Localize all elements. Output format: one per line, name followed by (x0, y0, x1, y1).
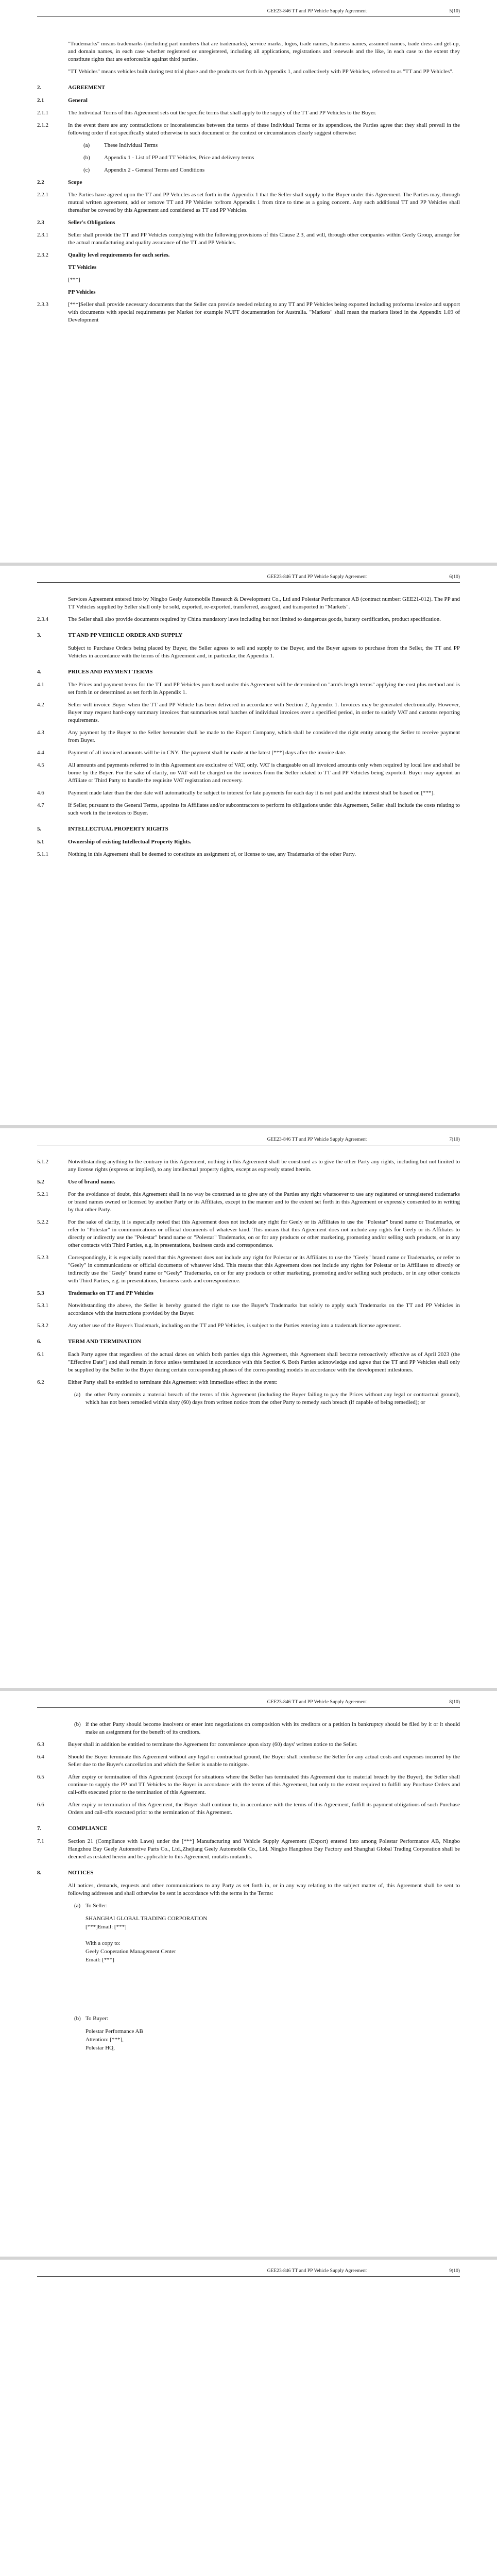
clause: 6.4 Should the Buyer terminate this Agreement without any legal or contractual ground, the Buyer shall reimburse the Seller for any actual costs and expenses incurred by the Seller due to the Buyer's cancellation and which the Seller is unable to mitigate. (37, 1754, 460, 1768)
clause: 4.3 Any payment by the Buyer to the Seller hereunder shall be made to the Export Company, which shall be considered the right entity among the Seller to receive payment from Buyer. (37, 730, 460, 743)
address-line: Attention: [***], (85, 2037, 124, 2043)
page-header (267, 2268, 460, 2274)
subsection-heading: 5.2 Use of brand name. (37, 1179, 115, 1185)
page-content (37, 596, 460, 863)
address-line: SHANGHAI GLOBAL TRADING CORPORATION (85, 1916, 208, 1922)
section-heading: 2. AGREEMENT (37, 84, 106, 91)
clause-continuation: Services Agreement entered into by Ningbo Geely Automobile Research & Development Co., Ltd and Polestar Performance AB (contract number: GEE21-012). The PP and TT Vehicles supplied by Seller shall only be sold, exported, re-exported, transferred, assigned, and transported in "Markets". (68, 596, 460, 610)
clause: 4.2 Seller will invoice Buyer when the TT and PP Vehicle has been delivered in accordance with Section 2, Appendix 1. Invoices may be generated electronically. However, Buyer may request hard-copy summary invoices that summarises total batches of individual invoices over a specified period, in order to satisfy VAT and customs reporting requirements. (37, 702, 460, 723)
section-heading: 8. NOTICES (37, 1870, 94, 1876)
tt-vehicles-label: TT Vehicles (68, 264, 97, 270)
subsection-heading: 5.3 Trademarks on TT and PP Vehicles (37, 1290, 153, 1296)
header-title: GEE23-846 TT and PP Vehicle Supply Agreement (267, 574, 367, 580)
header-title: GEE23-846 TT and PP Vehicle Supply Agreement (267, 1699, 367, 1705)
section-text: Subject to Purchase Orders being placed by Buyer, the Seller agrees to sell and supply to the Buyer, and the Buyer agrees to purchase from the Seller, the TT and PP Vehicles in accordance with the terms of this Agreement and, in particular, the Appendix 1. (68, 645, 460, 659)
header-rule (37, 2276, 460, 2277)
clause: 6.6 After expiry or termination of this Agreement, the Buyer shall continue to, in accordance with the terms of this Agreement, fulfill its payment obligations of such Purchase Orders and call-offs executed prior to the termination of this Agreement. (37, 1802, 460, 1816)
page-number: 6(10) (449, 574, 460, 580)
notice-party-buyer: (b) To Buyer: (74, 2015, 109, 2022)
clause: 2.3.2 Quality level requirements for each series. (37, 252, 170, 258)
clause: 5.3.1 Notwithstanding the above, the Seller is hereby granted the right to use the Buyer's Trademarks but solely to apply such Trademarks on the TT and PP Vehicles in accordance with the instructions provided by the Buyer. (37, 1302, 460, 1316)
subsection-heading: 2.2 Scope (37, 179, 82, 185)
list-item: (a) the other Party commits a material breach of the terms of this Agreement (including the Buyer failing to pay the Prices without any legal or contractual ground), which has not been remedied within sixty (60) days from written notice from the other Party to remedy such breach (if capable of being remedied); or (74, 1392, 460, 1405)
address-line: Polestar Performance AB (85, 2028, 143, 2035)
section-heading: 7. COMPLIANCE (37, 1825, 108, 1832)
buyer-address-block (85, 2027, 460, 2052)
list-item: (b) if the other Party should become insolvent or enter into negotiations on composition with its creditors or a petition in bankruptcy should be filed by it or it should make an assignment for the benefit of its creditors. (74, 1721, 460, 1735)
redacted-text: [***] (68, 277, 80, 283)
definition-trademarks: "Trademarks" means trademarks (including part numbers that are trademarks), service marks, logos, trade names, business names, assumed names, trade dress and get-up, and domain names, in each case whether registered or unregistered, including all applications, registrations and renewals and the like, in each case to the extent they constitute rights that are enforceable against third parties. (68, 41, 460, 62)
clause: 4.4 Payment of all invoiced amounts will be in CNY. The payment shall be made at the latest [***] days after the invoice date. (37, 750, 347, 756)
page-gap-spacer (37, 1969, 460, 2015)
clause: 6.2 Either Party shall be entitled to terminate this Agreement with immediate effect in the event: (37, 1379, 278, 1385)
clause: 5.3.2 Any other use of the Buyer's Trademark, including on the TT and PP Vehicles, is subject to the Parties entering into a trademark license agreement. (37, 1323, 402, 1329)
clause: 4.6 Payment made later than the due date will automatically be subject to interest for late payments for each day it is not paid and the interest shall be based on [***]. (37, 790, 435, 796)
address-line: Geely Cooperation Management Center (85, 1948, 176, 1955)
address-line: Email: [***] (85, 1957, 114, 1963)
clause: 2.2.1 The Parties have agreed upon the TT and PP Vehicles as set forth in the Appendix 1 that the Seller shall supply to the Buyer under this Agreement. The Parties may, through mutual written agreement, add or remove TT and PP Vehicles to/from Appendix 1 from time to time as a going concern. Any such additional TT and PP Vehicles shall thereafter be covered by this Agreement and considered as TT and PP Vehicles. (37, 192, 460, 213)
definition-tt-vehicles: "TT Vehicles" means vehicles built during test trial phase and the products set forth in Appendix 1, and collectively with PP Vehicles, referred to as "TT and PP Vehicles". (68, 69, 454, 75)
section-text: All notices, demands, requests and other communications to any Party as set forth in, or in any way relating to the subject matter of, this Agreement shall be sent to following addresses and shall otherwise be sent in accordance with the terms in the Terms: (68, 1883, 460, 1896)
header-rule (37, 582, 460, 583)
clause: 5.2.2 For the sake of clarity, it is especially noted that this Agreement does not include any right for Geely or its Affiliates to use the "Polestar" brand name or Trademarks, or refer to "Polestar" in communications or official documents of whatever kind. This means that this Agreement does not include any rights for Geely or its Affiliates to directly or indirectly use the "Polestar" brand name or "Polestar" Trademarks, on or for any products or other marketing, promoting and/or selling such products, or in any other contacts with Third Parties, e.g. in presentations, business cards and correspondence. (37, 1219, 460, 1248)
section-heading: 3. TT AND PP VEHICLE ORDER AND SUPPLY (37, 632, 183, 638)
document-page-7 (0, 1128, 497, 1688)
document-page-6 (0, 566, 497, 1125)
page-header (267, 1137, 460, 1142)
header-rule (37, 16, 460, 17)
section-heading: 6. TERM AND TERMINATION (37, 1338, 141, 1345)
subsection-heading: 2.1 General (37, 97, 88, 104)
clause: 4.5 All amounts and payments referred to in this Agreement are exclusive of VAT, only. VAT is chargeable on all invoiced amounts only when required by local law and shall be borne by the Buyer. For the sake of clarity, no VAT will be charged on the invoices from the Seller related to TT and PP Vehicles being exported. Buyer may appoint an Affiliate or Third Party to handle the requisite VAT registration and recovery. (37, 762, 460, 784)
clause: 6.5 After expiry or termination of this Agreement (except for situations where the Seller has terminated this Agreement due to material breach by the Buyer), the Seller shall continue to supply the PP and TT Vehicles to the Buyer in accordance with the terms of this Agreement, but only to the extent required to fulfill any Purchase Orders and call-offs executed prior to the termination of this Agreement. (37, 1774, 460, 1795)
list-item: (b) Appendix 1 - List of PP and TT Vehicles, Price and delivery terms (83, 155, 254, 161)
subsection-heading: 5.1 Ownership of existing Intellectual Property Rights. (37, 839, 192, 845)
notice-party-seller: (a) To Seller: (74, 1903, 108, 1909)
section-heading: 5. INTELLECTUAL PROPERTY RIGHTS (37, 826, 168, 832)
page-header (267, 574, 460, 580)
clause: 4.7 If Seller, pursuant to the General Terms, appoints its Affiliates and/or subcontractors to perform its obligations under this Agreement, Seller shall include the costs relating to such work in the invoices to Buyer. (37, 802, 460, 816)
clause: 2.3.3 [***]Seller shall provide necessary documents that the Seller can provide needed relating to any TT and PP Vehicles being exported including proforma invoice and support with documents with special requirements per Market for example NUFT documentation for Australia. "Markets" shall mean the markets listed in the Appendix 1.09 of Development (37, 301, 460, 323)
page-number: 7(10) (449, 1137, 460, 1142)
clause: 2.3.4 The Seller shall also provide documents required by China mandatory laws including but not limited to dangerous goods, battery certification, product specification. (37, 616, 441, 622)
document-page-5 (0, 0, 497, 563)
header-title: GEE23-846 TT and PP Vehicle Supply Agreement (267, 1137, 367, 1142)
clause: 6.3 Buyer shall in addition be entitled to terminate the Agreement for convenience upon sixty (60) days' written notice to the Seller. (37, 1741, 357, 1748)
clause: 5.2.1 For the avoidance of doubt, this Agreement shall in no way be construed as to give any of the Parties any right whatsoever to use any registered or unregistered trademarks or brand names owned or licensed by another Party or its Affiliates, except in the manner and to the extent set forth in this Agreement or expressly consented to in writing by that other Party. (37, 1191, 460, 1213)
page-content (37, 1721, 460, 2057)
header-rule (37, 1707, 460, 1708)
page-number: 8(10) (449, 1699, 460, 1705)
page-header (267, 8, 460, 14)
subsection-heading: 2.3 Seller's Obligations (37, 219, 115, 226)
document-page-9 (0, 2260, 497, 2576)
clause: 2.3.1 Seller shall provide the TT and PP Vehicles complying with the following provisions of this Clause 2.3, and will, through other companies within Geely Group, arrange for the actual manufacturing and quality assurance of the TT and PP Vehicles. (37, 232, 460, 246)
clause: 7.1 Section 21 (Compliance with Laws) under the [***] Manufacturing and Vehicle Supply Agreement (Export) entered into among Polestar Performance AB, Ningbo Hangzhou Bay Geely Automotive Parts Co., Ltd.,Zhejiang Geely Automobile Co., Ltd. Ningbo Hangzhou Bay Factory and Shanghai Global Trading Corporation shall be deemed as restated herein and be applicable to this Agreement, mutatis mutandis. (37, 1838, 460, 1860)
list-item: (a) These Individual Terms (83, 142, 158, 148)
address-line (85, 1931, 460, 1939)
clause: 5.2.3 Correspondingly, it is especially noted that this Agreement does not include any right for Polestar or its Affiliates to use the "Geely" brand name or Trademarks, or refer to "Geely" in communications or official documents of whatever kind. This means that this Agreement does not include any rights for Polestar or its Affiliates to directly or indirectly use the "Geely" brand name or "Geely" Trademarks, on or for any products or other marketing, promoting and/or selling such products, or in any other contacts with Third Parties, e.g. in presentations, business cards and correspondence. (37, 1255, 460, 1284)
clause: 5.1.1 Nothing in this Agreement shall be deemed to constitute an assignment of, or license to use, any Trademarks of the other Party. (37, 851, 356, 857)
page-header (267, 1699, 460, 1705)
page-number: 9(10) (449, 2268, 460, 2274)
list-item: (c) Appendix 2 - General Terms and Conditions (83, 167, 205, 173)
clause: 6.1 Each Party agree that regardless of the actual dates on which both parties sign this Agreement, this Agreement shall become retroactively effective as of April 2023 (the "Effective Date") and shall remain in force unless terminated in accordance with this Section 6. Both Parties acknowledge and agree that the TT and PP Vehicles shall only be supplied by the Seller to the Buyer during certain corresponding phases of the corresponding models in accordance with the development milestones. (37, 1351, 460, 1373)
section-heading: 4. PRICES AND PAYMENT TERMS (37, 669, 153, 675)
header-title: GEE23-846 TT and PP Vehicle Supply Agreement (267, 8, 367, 14)
seller-address-block (85, 1914, 460, 1964)
address-line: With a copy to: (85, 1940, 121, 1946)
address-line: [***]Email: [***] (85, 1924, 127, 1930)
address-line: Polestar HQ, (85, 2045, 115, 2051)
page-content (37, 40, 460, 329)
clause: 2.1.1 The Individual Terms of this Agreement sets out the specific terms that shall apply to the supply of the TT and PP Vehicles to the Buyer. (37, 110, 376, 116)
clause: 2.1.2 In the event there are any contradictions or inconsistencies between the terms of these Individual Terms or its appendices, the Parties agree that they shall prevail in the following order if not specifically stated otherwise in such document or the context or circumstances clearly suggest otherwise: (37, 122, 460, 136)
clause: 4.1 The Prices and payment terms for the TT and PP Vehicles purchased under this Agreement will be determined on "arm's length terms" applying the cost plus method and is set forth in or determined as set forth in Appendix 1. (37, 682, 460, 696)
header-title: GEE23-846 TT and PP Vehicle Supply Agreement (267, 2268, 367, 2274)
page-content (37, 1158, 460, 1411)
clause: 5.1.2 Notwithstanding anything to the contrary in this Agreement, nothing in this Agreement shall be construed as to give the other Party any rights, including but not limited to any license rights (express or implied), to any intellectual property rights, except as expressly stated herein. (37, 1159, 460, 1173)
page-number: 5(10) (449, 8, 460, 14)
pp-vehicles-label: PP Vehicles (68, 289, 96, 295)
